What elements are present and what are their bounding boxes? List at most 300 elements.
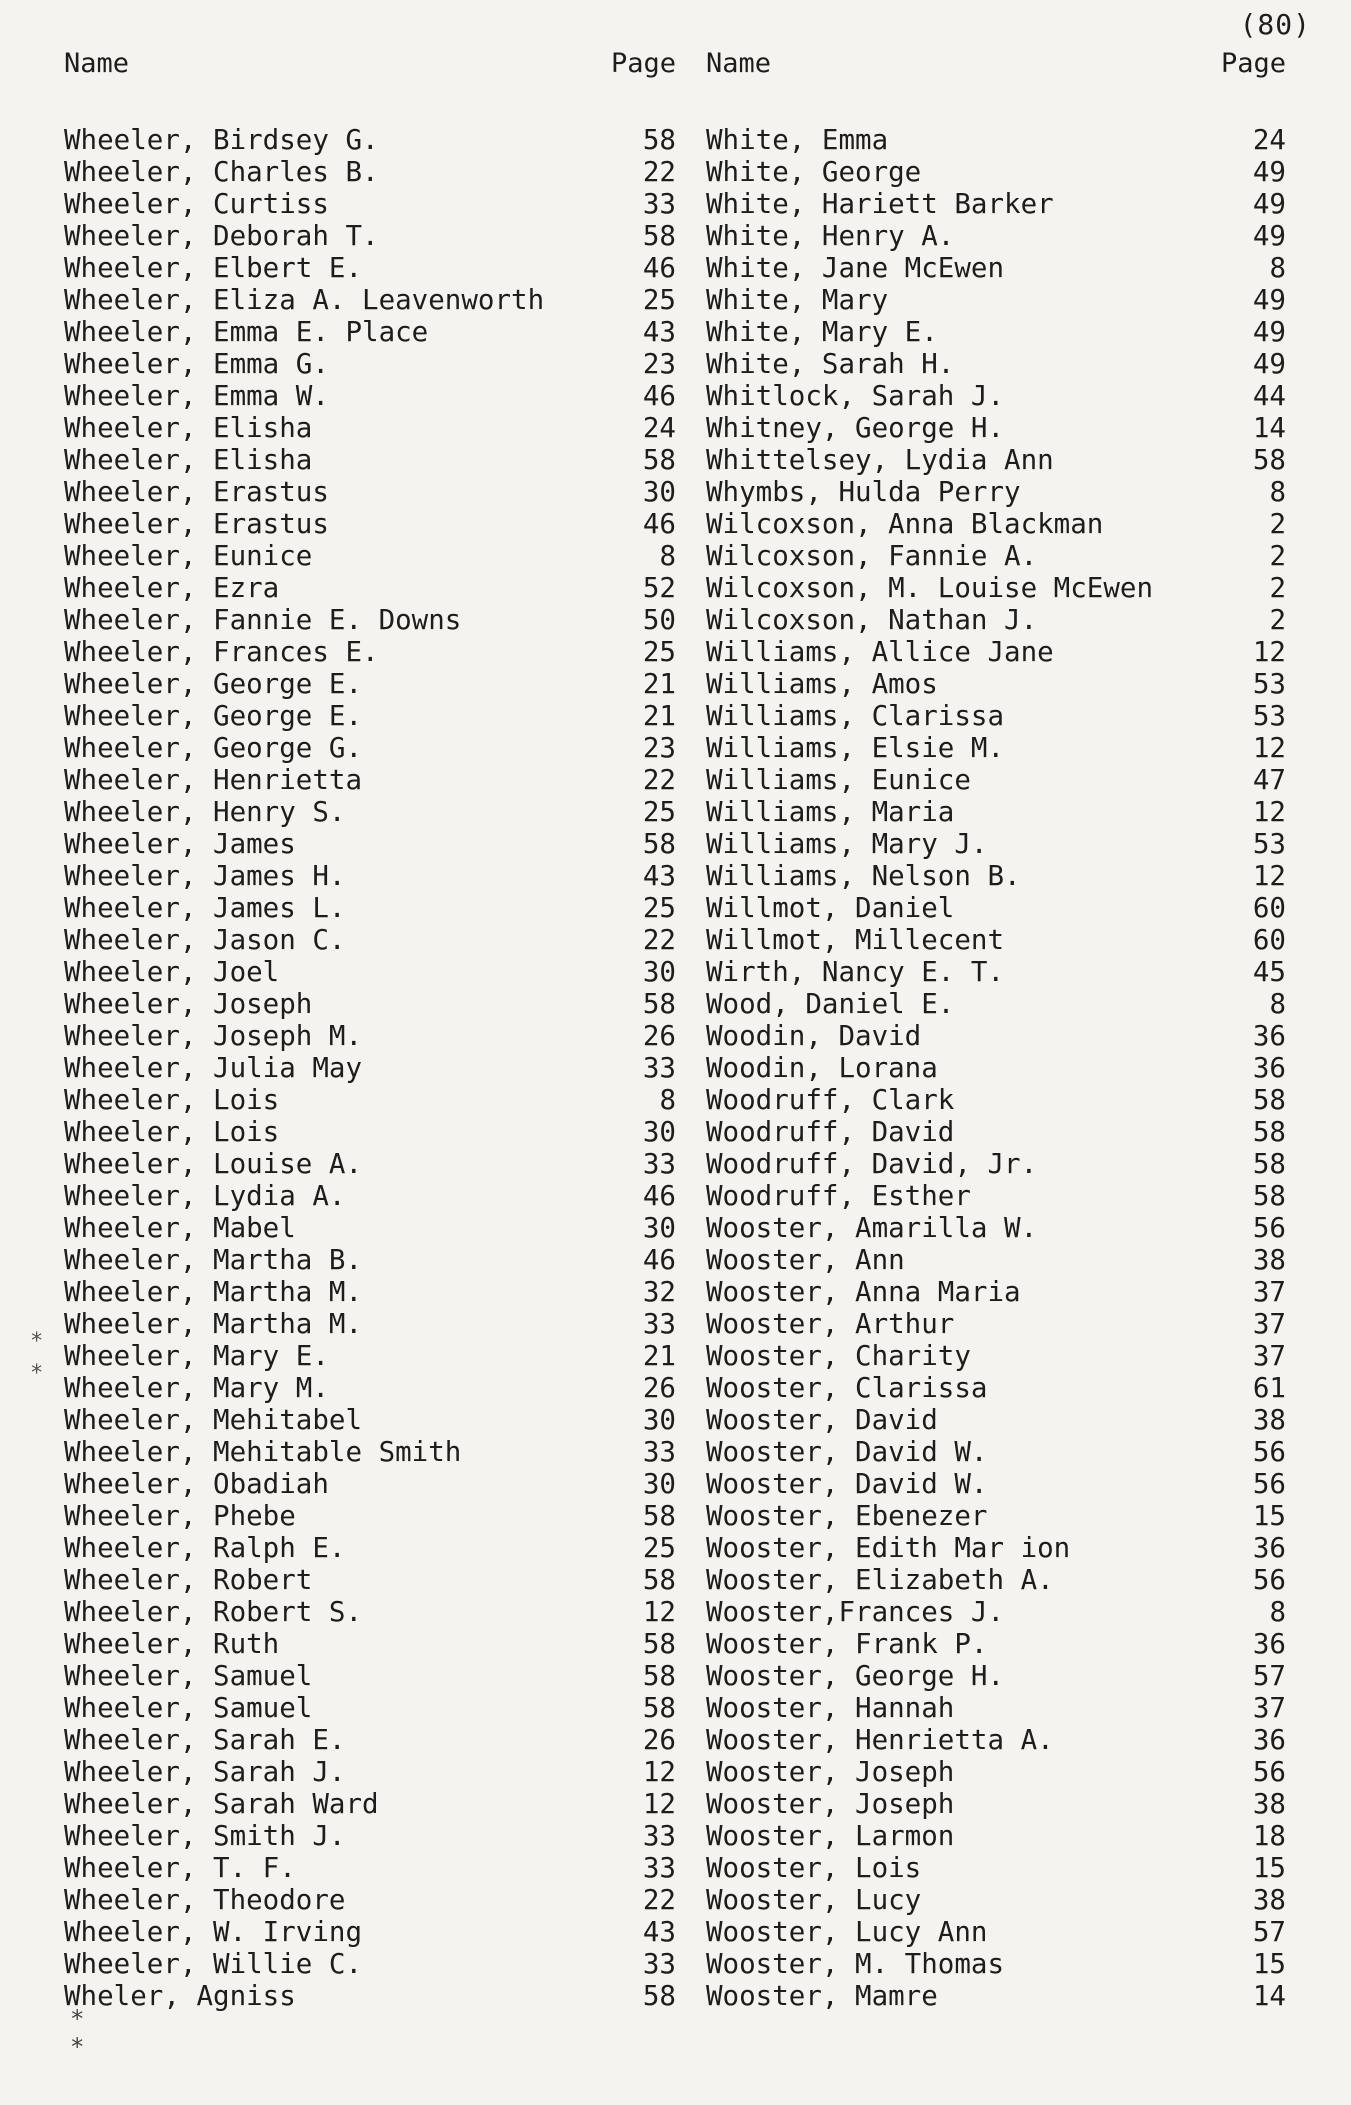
entry-page: 36	[1252, 1724, 1286, 1756]
entry-name: White, Mary	[706, 284, 889, 316]
index-entry	[706, 508, 1286, 540]
entry-page: 26	[642, 1372, 676, 1404]
left-entry-list	[64, 124, 676, 2012]
entry-page: 25	[642, 1532, 676, 1564]
index-entry	[64, 1276, 676, 1308]
index-entry	[706, 124, 1286, 156]
entry-name: Wheeler, Charles B.	[64, 156, 379, 188]
index-entry	[64, 1532, 676, 1564]
entry-page: 22	[642, 764, 676, 796]
entry-page: 8	[659, 1084, 676, 1116]
entry-page: 49	[1252, 316, 1286, 348]
index-entry	[64, 1436, 676, 1468]
entry-page: 58	[1252, 1180, 1286, 1212]
index-entry	[64, 1212, 676, 1244]
index-entry	[64, 764, 676, 796]
entry-name: Wheeler, W. Irving	[64, 1916, 363, 1948]
entry-page: 58	[1252, 1084, 1286, 1116]
index-entry	[706, 1692, 1286, 1724]
entry-page: 2	[1269, 572, 1286, 604]
entry-name: Williams, Nelson B.	[706, 860, 1021, 892]
left-column	[64, 44, 676, 2012]
entry-page: 43	[642, 1916, 676, 1948]
index-entry	[64, 1756, 676, 1788]
entry-name: Wheeler, George E.	[64, 700, 363, 732]
index-entry	[706, 1628, 1286, 1660]
entry-name: Wooster, Anna Maria	[706, 1276, 1021, 1308]
index-entry	[706, 636, 1286, 668]
entry-name: Wooster, Charity	[706, 1340, 971, 1372]
entry-name: Wooster, David	[706, 1404, 938, 1436]
entry-page: 45	[1252, 956, 1286, 988]
entry-name: Woodruff, David, Jr.	[706, 1148, 1038, 1180]
entry-name: Wheeler, Obadiah	[64, 1468, 329, 1500]
entry-name: Wheeler, Samuel	[64, 1660, 313, 1692]
entry-page: 53	[1252, 828, 1286, 860]
index-entry	[706, 1756, 1286, 1788]
entry-name: Wheeler, George G.	[64, 732, 363, 764]
index-entry	[64, 1884, 676, 1916]
index-entry	[706, 1436, 1286, 1468]
entry-name: Wheeler, Martha M.	[64, 1276, 363, 1308]
entry-name: White, Emma	[706, 124, 889, 156]
index-entry	[706, 1852, 1286, 1884]
entry-name: Woodin, David	[706, 1020, 922, 1052]
entry-page: 25	[642, 284, 676, 316]
entry-page: 12	[1252, 732, 1286, 764]
entry-name: Wooster, Ebenezer	[706, 1500, 988, 1532]
entry-page: 33	[642, 1948, 676, 1980]
entry-page: 25	[642, 892, 676, 924]
entry-page: 14	[1252, 1980, 1286, 2012]
entry-page: 33	[642, 1148, 676, 1180]
entry-page: 8	[1269, 252, 1286, 284]
entry-name: Wooster, Mamre	[706, 1980, 938, 2012]
entry-name: Wheeler, T. F.	[64, 1852, 296, 1884]
entry-name: Wheeler, Mehitabel	[64, 1404, 363, 1436]
entry-name: Whittelsey, Lydia Ann	[706, 444, 1054, 476]
entry-name: Wheeler, Jason C.	[64, 924, 346, 956]
index-entry	[706, 284, 1286, 316]
index-entry	[706, 1564, 1286, 1596]
index-entry	[64, 1372, 676, 1404]
entry-name: Williams, Eunice	[706, 764, 971, 796]
entry-name: Wheeler, Theodore	[64, 1884, 346, 1916]
entry-name: Wooster, Lois	[706, 1852, 922, 1884]
entry-page: 53	[1252, 700, 1286, 732]
index-entry	[64, 188, 676, 220]
index-entry	[706, 956, 1286, 988]
entry-name: Wheeler, Robert	[64, 1564, 313, 1596]
index-entry	[64, 1148, 676, 1180]
index-entry	[64, 1500, 676, 1532]
index-entry	[64, 732, 676, 764]
entry-page: 56	[1252, 1468, 1286, 1500]
index-entry	[706, 1500, 1286, 1532]
index-entry	[64, 988, 676, 1020]
entry-page: 56	[1252, 1436, 1286, 1468]
entry-name: Wooster, Henrietta A.	[706, 1724, 1054, 1756]
entry-page: 23	[642, 348, 676, 380]
entry-page: 30	[642, 476, 676, 508]
entry-name: Wheeler, James	[64, 828, 296, 860]
index-entry	[64, 156, 676, 188]
entry-page: 25	[642, 636, 676, 668]
entry-name: Williams, Amos	[706, 668, 938, 700]
entry-name: Wilcoxson, Fannie A.	[706, 540, 1038, 572]
index-entry	[706, 1340, 1286, 1372]
index-entry	[64, 924, 676, 956]
index-entry	[64, 252, 676, 284]
entry-name: Wilcoxson, M. Louise McEwen	[706, 572, 1154, 604]
entry-page: 33	[642, 1436, 676, 1468]
entry-page: 58	[642, 828, 676, 860]
entry-name: Wheeler, Ralph E.	[64, 1532, 346, 1564]
entry-page: 46	[642, 252, 676, 284]
index-entry	[64, 540, 676, 572]
index-entry	[64, 1404, 676, 1436]
name-header: Name	[64, 48, 130, 79]
entry-name: Whitney, George H.	[706, 412, 1005, 444]
entry-name: Wheeler, Frances E.	[64, 636, 379, 668]
index-entry	[64, 636, 676, 668]
entry-page: 38	[1252, 1884, 1286, 1916]
entry-name: Wooster, Edith Mar ion	[706, 1532, 1071, 1564]
entry-page: 25	[642, 796, 676, 828]
entry-page: 49	[1252, 188, 1286, 220]
index-entry	[64, 1820, 676, 1852]
index-entry	[706, 860, 1286, 892]
entry-name: Wheeler, Henrietta	[64, 764, 363, 796]
entry-page: 49	[1252, 156, 1286, 188]
bottom-asterisk: *	[70, 2033, 85, 2061]
index-entry	[64, 476, 676, 508]
entry-name: Wooster, Lucy Ann	[706, 1916, 988, 1948]
entry-page: 2	[1269, 604, 1286, 636]
index-entry	[706, 988, 1286, 1020]
entry-page: 22	[642, 156, 676, 188]
entry-name: Wheeler, Elisha	[64, 444, 313, 476]
bottom-asterisk: *	[70, 2005, 85, 2033]
index-entry	[706, 1084, 1286, 1116]
entry-name: Wheeler, Eliza A. Leavenworth	[64, 284, 545, 316]
index-entry	[64, 316, 676, 348]
entry-name: Wheeler, Lydia A.	[64, 1180, 346, 1212]
entry-name: Wheeler, Robert S.	[64, 1596, 363, 1628]
index-entry	[706, 1372, 1286, 1404]
entry-name: Wheeler, Emma W.	[64, 380, 329, 412]
entry-name: Wooster, Hannah	[706, 1692, 955, 1724]
entry-page: 37	[1252, 1276, 1286, 1308]
index-entry	[706, 188, 1286, 220]
entry-name: Wooster, Frank P.	[706, 1628, 988, 1660]
entry-page: 15	[1252, 1852, 1286, 1884]
entry-name: Wheeler, Joel	[64, 956, 280, 988]
entry-page: 58	[642, 1628, 676, 1660]
entry-page: 58	[1252, 1116, 1286, 1148]
right-column-header	[706, 44, 1286, 84]
index-entry	[64, 668, 676, 700]
entry-page: 57	[1252, 1660, 1286, 1692]
index-entry	[64, 444, 676, 476]
entry-page: 12	[1252, 860, 1286, 892]
entry-name: Wheeler, Louise A.	[64, 1148, 363, 1180]
entry-name: Wheeler, Sarah Ward	[64, 1788, 379, 1820]
index-entry	[706, 1532, 1286, 1564]
entry-page: 46	[642, 1244, 676, 1276]
entry-name: Wheeler, Sarah J.	[64, 1756, 346, 1788]
entry-name: Wheeler, Willie C.	[64, 1948, 363, 1980]
index-entry	[706, 1820, 1286, 1852]
entry-name: Wooster, Joseph	[706, 1756, 955, 1788]
entry-page: 24	[1252, 124, 1286, 156]
entry-page: 38	[1252, 1788, 1286, 1820]
index-entry	[64, 1916, 676, 1948]
entry-name: White, Mary E.	[706, 316, 938, 348]
entry-page: 58	[642, 1500, 676, 1532]
entry-page: 46	[642, 380, 676, 412]
index-entry	[706, 316, 1286, 348]
entry-name: Whitlock, Sarah J.	[706, 380, 1005, 412]
entry-page: 33	[642, 1852, 676, 1884]
index-entry	[706, 1020, 1286, 1052]
entry-name: Williams, Allice Jane	[706, 636, 1054, 668]
entry-name: Wheeler, Joseph	[64, 988, 313, 1020]
entry-name: Wheeler, Lois	[64, 1116, 280, 1148]
entry-page: 44	[1252, 380, 1286, 412]
index-entry	[64, 796, 676, 828]
index-entry	[64, 1468, 676, 1500]
entry-page: 49	[1252, 220, 1286, 252]
entry-page: 37	[1252, 1692, 1286, 1724]
entry-page: 30	[642, 956, 676, 988]
entry-page: 21	[642, 700, 676, 732]
index-entry	[64, 1340, 676, 1372]
entry-page: 15	[1252, 1948, 1286, 1980]
index-entry	[64, 1084, 676, 1116]
index-entry	[706, 1148, 1286, 1180]
entry-page: 8	[659, 540, 676, 572]
index-entry	[706, 1724, 1286, 1756]
entry-page: 12	[1252, 636, 1286, 668]
index-entry	[64, 220, 676, 252]
index-entry	[64, 284, 676, 316]
entry-page: 37	[1252, 1340, 1286, 1372]
margin-asterisks	[30, 1326, 43, 1390]
entry-page: 43	[642, 860, 676, 892]
index-entry	[706, 540, 1286, 572]
entry-page: 22	[642, 1884, 676, 1916]
entry-name: Wheeler, James H.	[64, 860, 346, 892]
entry-page: 58	[1252, 1148, 1286, 1180]
entry-page: 32	[642, 1276, 676, 1308]
index-entry	[706, 1116, 1286, 1148]
entry-page: 58	[642, 1564, 676, 1596]
entry-page: 2	[1269, 508, 1286, 540]
index-entry	[64, 1020, 676, 1052]
entry-name: Williams, Maria	[706, 796, 955, 828]
entry-page: 21	[642, 668, 676, 700]
entry-name: Wheeler, Lois	[64, 1084, 280, 1116]
name-header: Name	[706, 48, 772, 79]
entry-page: 8	[1269, 1596, 1286, 1628]
index-entry	[706, 220, 1286, 252]
right-entry-list	[706, 124, 1286, 2012]
index-entry	[706, 668, 1286, 700]
index-entry	[64, 1852, 676, 1884]
entry-name: Wooster, George H.	[706, 1660, 1005, 1692]
entry-name: Wheeler, Phebe	[64, 1500, 296, 1532]
entry-name: Wooster, M. Thomas	[706, 1948, 1005, 1980]
right-column	[706, 44, 1286, 2012]
entry-page: 56	[1252, 1212, 1286, 1244]
entry-page: 56	[1252, 1756, 1286, 1788]
index-entry	[706, 156, 1286, 188]
entry-page: 15	[1252, 1500, 1286, 1532]
bottom-asterisks	[70, 2005, 84, 2061]
index-entry	[706, 1468, 1286, 1500]
entry-name: Wooster, David W.	[706, 1468, 988, 1500]
entry-name: Wheeler, Mabel	[64, 1212, 296, 1244]
entry-name: Wheeler, James L.	[64, 892, 346, 924]
index-entry	[706, 444, 1286, 476]
entry-page: 30	[642, 1116, 676, 1148]
entry-name: Wheeler, Julia May	[64, 1052, 363, 1084]
index-entry	[706, 1244, 1286, 1276]
entry-name: Wheeler, Samuel	[64, 1692, 313, 1724]
index-entry	[706, 348, 1286, 380]
index-entry	[64, 1788, 676, 1820]
entry-name: Williams, Elsie M.	[706, 732, 1005, 764]
index-entry	[64, 1116, 676, 1148]
entry-name: Williams, Mary J.	[706, 828, 988, 860]
entry-page: 8	[1269, 988, 1286, 1020]
entry-name: Willmot, Daniel	[706, 892, 955, 924]
index-entry	[64, 1660, 676, 1692]
index-entry	[706, 764, 1286, 796]
index-entry	[706, 892, 1286, 924]
margin-asterisk: *	[30, 1329, 44, 1354]
entry-name: Wheeler, George E.	[64, 668, 363, 700]
index-entry	[64, 828, 676, 860]
index-entry	[64, 1596, 676, 1628]
index-entry	[706, 572, 1286, 604]
entry-name: White, Henry A.	[706, 220, 955, 252]
index-entry	[706, 1180, 1286, 1212]
entry-page: 36	[1252, 1532, 1286, 1564]
entry-page: 24	[642, 412, 676, 444]
entry-page: 46	[642, 508, 676, 540]
index-entry	[64, 1628, 676, 1660]
entry-page: 33	[642, 1052, 676, 1084]
entry-name: Wheeler, Elbert E.	[64, 252, 363, 284]
index-entry	[706, 1916, 1286, 1948]
entry-name: Wheeler, Deborah T.	[64, 220, 379, 252]
index-entry	[706, 924, 1286, 956]
index-entry	[706, 476, 1286, 508]
index-entry	[64, 1980, 676, 2012]
entry-page: 33	[642, 1308, 676, 1340]
entry-name: Wood, Daniel E.	[706, 988, 955, 1020]
index-entry	[64, 892, 676, 924]
entry-page: 30	[642, 1404, 676, 1436]
entry-name: Wheeler, Martha B.	[64, 1244, 363, 1276]
entry-page: 58	[642, 220, 676, 252]
index-entry	[64, 1692, 676, 1724]
index-entry	[64, 508, 676, 540]
entry-page: 58	[642, 444, 676, 476]
page-header: Page	[1220, 48, 1286, 79]
entry-page: 43	[642, 316, 676, 348]
entry-page: 36	[1252, 1020, 1286, 1052]
index-entry	[706, 828, 1286, 860]
entry-page: 22	[642, 924, 676, 956]
entry-page: 58	[642, 1692, 676, 1724]
index-entry	[706, 1948, 1286, 1980]
entry-page: 38	[1252, 1244, 1286, 1276]
entry-name: Wheeler, Martha M.	[64, 1308, 363, 1340]
entry-page: 21	[642, 1340, 676, 1372]
entry-page: 18	[1252, 1820, 1286, 1852]
entry-page: 47	[1252, 764, 1286, 796]
entry-name: Wheeler, Smith J.	[64, 1820, 346, 1852]
entry-page: 8	[1269, 476, 1286, 508]
index-entry	[706, 1308, 1286, 1340]
entry-page: 36	[1252, 1628, 1286, 1660]
margin-asterisk: *	[30, 1361, 44, 1386]
entry-name: Wooster, Elizabeth A.	[706, 1564, 1054, 1596]
entry-page: 60	[1252, 892, 1286, 924]
entry-page: 58	[642, 988, 676, 1020]
index-entry	[64, 1052, 676, 1084]
index-entry	[64, 1948, 676, 1980]
entry-page: 12	[642, 1596, 676, 1628]
index-entry	[706, 1052, 1286, 1084]
index-entry	[64, 1564, 676, 1596]
page-header: Page	[610, 48, 676, 79]
entry-name: Wheeler, Erastus	[64, 476, 329, 508]
left-column-header	[64, 44, 676, 84]
entry-page: 26	[642, 1724, 676, 1756]
index-entry	[706, 1660, 1286, 1692]
entry-page: 14	[1252, 412, 1286, 444]
entry-page: 37	[1252, 1308, 1286, 1340]
entry-page: 46	[642, 1180, 676, 1212]
entry-page: 33	[642, 188, 676, 220]
index-entry	[706, 700, 1286, 732]
entry-page: 23	[642, 732, 676, 764]
entry-name: White, Jane McEwen	[706, 252, 1005, 284]
entry-page: 33	[642, 1820, 676, 1852]
index-entry	[64, 604, 676, 636]
entry-name: Wheeler, Elisha	[64, 412, 313, 444]
entry-page: 49	[1252, 348, 1286, 380]
index-entry	[64, 860, 676, 892]
index-entry	[64, 572, 676, 604]
entry-name: Wheeler, Ruth	[64, 1628, 280, 1660]
entry-name: Wheeler, Mary M.	[64, 1372, 329, 1404]
index-entry	[706, 1212, 1286, 1244]
entry-page: 12	[642, 1756, 676, 1788]
index-entry	[706, 1276, 1286, 1308]
entry-name: Wooster, David W.	[706, 1436, 988, 1468]
entry-page: 58	[642, 124, 676, 156]
index-entry	[64, 1244, 676, 1276]
entry-page: 58	[642, 1980, 676, 2012]
index-entry	[64, 124, 676, 156]
index-entry	[64, 956, 676, 988]
entry-page: 30	[642, 1468, 676, 1500]
